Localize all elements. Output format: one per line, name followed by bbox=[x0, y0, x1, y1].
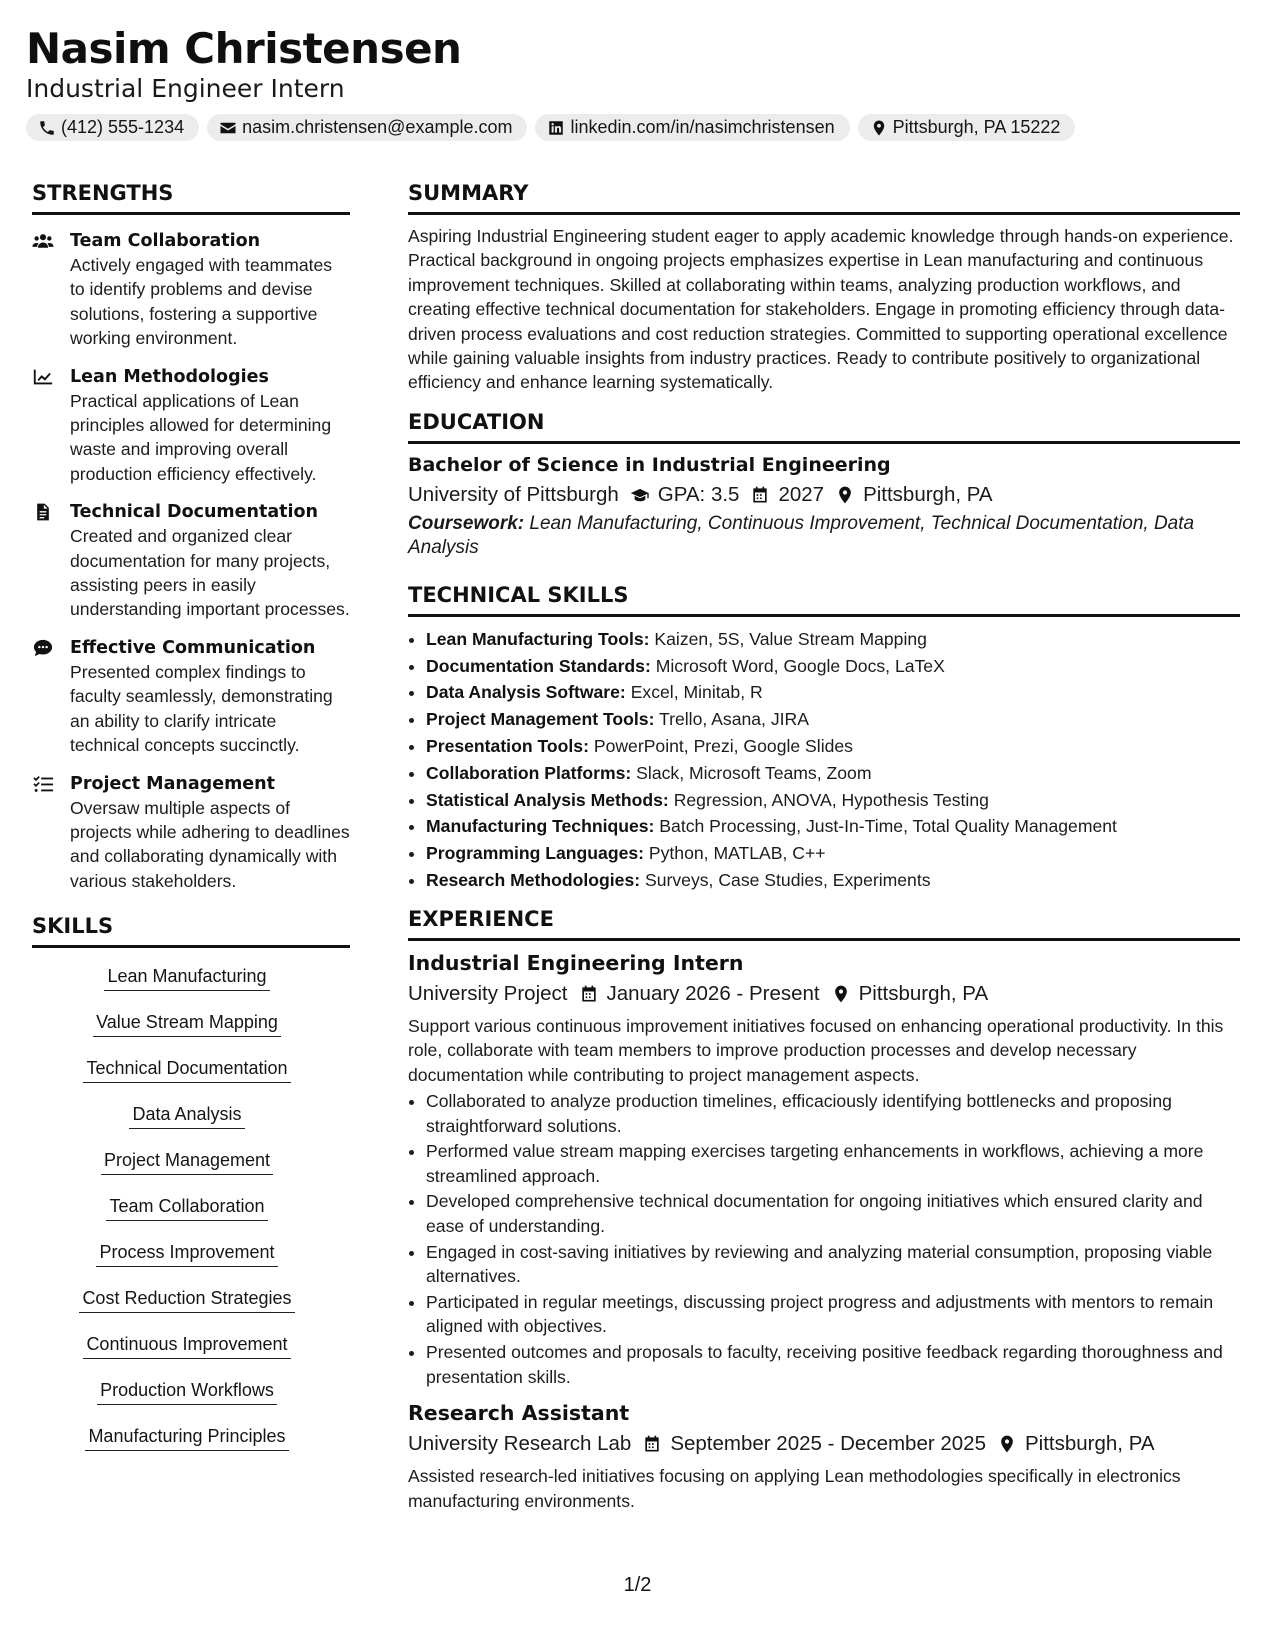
location-pin-icon bbox=[870, 119, 888, 137]
experience-entry bbox=[408, 949, 1240, 1389]
tech-skill-value: Batch Processing, Just-In-Time, Total Quality Management bbox=[659, 816, 1117, 837]
skills-heading: SKILLS bbox=[32, 913, 350, 948]
job-bullets bbox=[408, 1089, 1240, 1389]
tech-skill-value: Python, MATLAB, C++ bbox=[648, 843, 826, 864]
location-pin-icon bbox=[831, 984, 851, 1004]
resume-header bbox=[26, 22, 1246, 141]
right-column bbox=[408, 180, 1240, 1513]
job-location: Pittsburgh, PA bbox=[1025, 1432, 1155, 1456]
contact-location bbox=[858, 114, 1076, 141]
strength-title: Project Management bbox=[70, 773, 275, 794]
strength-item bbox=[32, 229, 350, 351]
skill-tag: Data Analysis bbox=[129, 1102, 244, 1129]
users-icon bbox=[32, 231, 54, 251]
strength-item bbox=[32, 365, 350, 487]
job-organization: University Project bbox=[408, 981, 568, 1005]
document-icon bbox=[32, 502, 54, 522]
tech-skill-value: PowerPoint, Prezi, Google Slides bbox=[593, 736, 853, 757]
skill-tag: Project Management bbox=[101, 1148, 273, 1175]
list-item bbox=[426, 706, 1240, 733]
contact-bar bbox=[26, 114, 1246, 141]
tech-skill-label: Research Methodologies: bbox=[426, 870, 641, 891]
list-item bbox=[426, 867, 1240, 894]
list-item bbox=[426, 787, 1240, 814]
contact-location-text: Pittsburgh, PA 15222 bbox=[892, 117, 1061, 137]
tech-skill-label: Lean Manufacturing Tools: bbox=[426, 628, 650, 649]
list-item bbox=[426, 813, 1240, 840]
tech-skill-label: Collaboration Platforms: bbox=[426, 762, 632, 783]
education-degree: Bachelor of Science in Industrial Engineering bbox=[408, 453, 891, 476]
strength-item bbox=[32, 500, 350, 622]
skill-tag: Cost Reduction Strategies bbox=[79, 1286, 294, 1313]
strength-title: Team Collaboration bbox=[70, 231, 261, 251]
list-item: • Collaborated to analyze production timelines, efficaciously identifying bottlenecks and proposing straightforward solutions. bbox=[426, 1089, 1240, 1138]
calendar-icon bbox=[579, 984, 599, 1004]
job-dates: September 2025 - December 2025 bbox=[670, 1432, 986, 1456]
tech-skill-value: Regression, ANOVA, Hypothesis Testing bbox=[673, 789, 989, 810]
tech-skill-value: Trello, Asana, JIRA bbox=[659, 709, 809, 730]
calendar-icon bbox=[750, 485, 770, 505]
list-item bbox=[426, 679, 1240, 706]
job-description: Support various continuous improvement initiatives focused on enhancing operational productivity. In this role, collaborate with team members to improve production processes and develop necessary documentation while contributing to project management aspects. bbox=[408, 1015, 1224, 1085]
skill-tag: Production Workflows bbox=[97, 1378, 277, 1405]
education-year: 2027 bbox=[778, 482, 825, 506]
location-pin-icon bbox=[997, 1434, 1017, 1454]
strength-title: Effective Communication bbox=[70, 637, 316, 658]
location-pin-icon bbox=[835, 485, 855, 505]
tech-skill-value: Excel, Minitab, R bbox=[630, 682, 763, 703]
tech-skill-label: Presentation Tools: bbox=[426, 736, 589, 757]
skill-tag: Lean Manufacturing bbox=[104, 964, 269, 991]
calendar-icon bbox=[642, 1434, 662, 1454]
strengths-list bbox=[32, 229, 350, 893]
list-item: • Developed comprehensive technical documentation for ongoing initiatives which ensured clarity and ease of understanding. bbox=[426, 1189, 1240, 1238]
list-item: • Engaged in cost-saving initiatives by reviewing and analyzing material consumption, proposing viable alternatives. bbox=[426, 1240, 1240, 1289]
list-item bbox=[426, 653, 1240, 680]
envelope-icon bbox=[219, 119, 237, 137]
skill-tag: Manufacturing Principles bbox=[85, 1424, 288, 1451]
skills-list bbox=[32, 964, 350, 1470]
list-item: • Performed value stream mapping exercises targeting enhancements in workflows, achieving a more streamlined approach. bbox=[426, 1139, 1240, 1188]
strength-description: Actively engaged with teammates to identify problems and devise solutions, fostering a supportive working environment. bbox=[70, 255, 333, 349]
linkedin-icon bbox=[547, 119, 565, 137]
job-location: Pittsburgh, PA bbox=[858, 981, 989, 1005]
tech-skill-label: Programming Languages: bbox=[426, 843, 644, 864]
coursework-label: Coursework: bbox=[408, 512, 525, 534]
job-dates: January 2026 - Present bbox=[606, 981, 820, 1005]
candidate-name: Nasim Christensen bbox=[26, 24, 462, 73]
left-column bbox=[32, 180, 350, 1470]
skill-tag: Continuous Improvement bbox=[83, 1332, 290, 1359]
tech-skill-value: Microsoft Word, Google Docs, LaTeX bbox=[655, 655, 945, 676]
education-heading: EDUCATION bbox=[408, 409, 1240, 444]
summary-heading: SUMMARY bbox=[408, 180, 1240, 215]
tech-skill-value: Slack, Microsoft Teams, Zoom bbox=[636, 762, 872, 783]
contact-phone-text: (412) 555-1234 bbox=[61, 117, 185, 137]
strength-description: Created and organized clear documentation for many projects, assisting peers in easily understanding important processes. bbox=[70, 526, 350, 620]
list-item bbox=[426, 760, 1240, 787]
tech-skill-label: Documentation Standards: bbox=[426, 655, 651, 676]
candidate-headline: Industrial Engineer Intern bbox=[26, 74, 345, 103]
contact-linkedin-text: linkedin.com/in/nasimchristensen bbox=[570, 117, 835, 137]
education-meta bbox=[408, 480, 1240, 510]
tech-skill-value: Kaizen, 5S, Value Stream Mapping bbox=[654, 628, 927, 649]
skill-tag: Technical Documentation bbox=[83, 1056, 290, 1083]
graduation-cap-icon bbox=[630, 485, 650, 505]
skill-tag: Team Collaboration bbox=[106, 1194, 267, 1221]
education-coursework bbox=[408, 512, 1240, 560]
strength-title: Lean Methodologies bbox=[70, 366, 269, 387]
experience-heading: EXPERIENCE bbox=[408, 906, 1240, 941]
skill-tag: Value Stream Mapping bbox=[93, 1010, 281, 1037]
strength-description: Presented complex findings to faculty seamlessly, demonstrating an ability to clarify intricate technical concepts succinctly. bbox=[70, 661, 333, 756]
contact-email[interactable] bbox=[207, 114, 527, 141]
strength-item bbox=[32, 772, 350, 894]
list-item: • Presented outcomes and proposals to faculty, receiving positive feedback regarding thoroughness and presentation skills. bbox=[426, 1340, 1240, 1389]
tech-skill-label: Manufacturing Techniques: bbox=[426, 816, 655, 837]
education-gpa: GPA: 3.5 bbox=[657, 482, 740, 506]
technical-skills-heading: TECHNICAL SKILLS bbox=[408, 582, 1240, 617]
phone-icon bbox=[38, 119, 56, 137]
contact-phone[interactable] bbox=[26, 114, 199, 141]
education-location: Pittsburgh, PA bbox=[863, 482, 993, 506]
strength-title: Technical Documentation bbox=[70, 502, 319, 523]
tech-skill-label: Statistical Analysis Methods: bbox=[426, 789, 669, 810]
tech-skill-label: Data Analysis Software: bbox=[426, 682, 626, 703]
list-item bbox=[426, 840, 1240, 867]
list-item: • Participated in regular meetings, discussing project progress and adjustments with mentors to remain aligned with objectives. bbox=[426, 1290, 1240, 1339]
job-title: Research Assistant bbox=[408, 1401, 630, 1426]
technical-skills-list bbox=[408, 626, 1240, 894]
skill-tag: Process Improvement bbox=[96, 1240, 277, 1267]
task-list-icon bbox=[32, 774, 54, 794]
job-meta bbox=[408, 1429, 1240, 1459]
summary-text: Aspiring Industrial Engineering student eager to apply academic knowledge through hands-on experience. Practical background in ongoing projects emphasizes expertise in Lean manufacturing and continuous improvement techniques. Skilled at collaborating within teams, analyzing production workflows, and creating effective technical documentation for stakeholders. Engage in promoting efficiency through data-driven process evaluations and cost reduction strategies. Committed to supporting operational excellence while gaining valuable insights from industry practices. Ready to contribute positively to organizational efficiency and enhance learning systematically. bbox=[408, 226, 1234, 393]
speech-bubble-icon bbox=[32, 638, 54, 658]
contact-linkedin[interactable] bbox=[535, 114, 849, 141]
contact-email-text: nasim.christensen@example.com bbox=[242, 117, 513, 137]
job-title: Industrial Engineering Intern bbox=[408, 950, 744, 975]
education-school: University of Pittsburgh bbox=[408, 482, 619, 506]
strength-item bbox=[32, 636, 350, 758]
job-organization: University Research Lab bbox=[408, 1432, 632, 1456]
strength-description: Practical applications of Lean principles allowed for determining waste and improving overall production efficiency effectively. bbox=[70, 390, 332, 484]
list-item bbox=[426, 626, 1240, 653]
list-item bbox=[426, 733, 1240, 760]
tech-skill-label: Project Management Tools: bbox=[426, 709, 655, 730]
strengths-heading: STRENGTHS bbox=[32, 180, 350, 215]
job-meta bbox=[408, 979, 1240, 1009]
experience-entry bbox=[408, 1399, 1240, 1513]
coursework-list: Lean Manufacturing, Continuous Improvement, Technical Documentation, Data Analysis bbox=[408, 512, 1195, 558]
page-number: 1/2 bbox=[623, 1574, 652, 1596]
job-description: Assisted research-led initiatives focusing on applying Lean methodologies specifically in electronics manufacturing environments. bbox=[408, 1466, 1181, 1511]
tech-skill-value: Surveys, Case Studies, Experiments bbox=[645, 870, 931, 891]
strength-description: Oversaw multiple aspects of projects while adhering to deadlines and collaborating dynamically with various stakeholders. bbox=[70, 797, 350, 891]
chart-line-icon bbox=[32, 367, 54, 387]
